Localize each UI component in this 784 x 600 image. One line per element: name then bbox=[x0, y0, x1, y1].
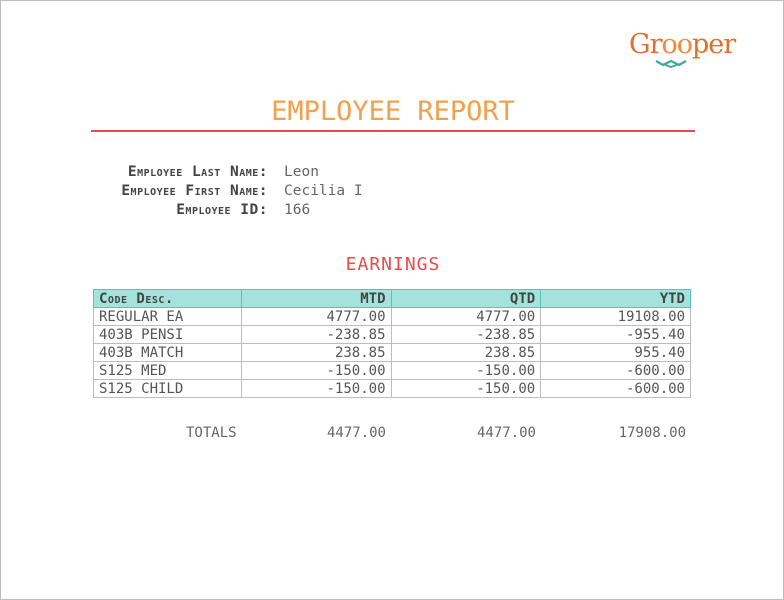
cell-ytd: 19108.00 bbox=[541, 308, 691, 326]
first-name-label: Employee First Name: bbox=[121, 183, 268, 199]
employee-id-value: 166 bbox=[284, 202, 311, 218]
cell-mtd: -238.85 bbox=[241, 326, 391, 344]
report-title: EMPLOYEE REPORT bbox=[271, 96, 515, 127]
cell-ytd: -600.00 bbox=[541, 380, 691, 398]
header-code-desc: Code Desc. bbox=[94, 290, 242, 308]
earnings-header-row bbox=[94, 290, 691, 308]
employee-last-name-row bbox=[91, 164, 421, 183]
header-mtd: MTD bbox=[241, 290, 391, 308]
first-name-value: Cecilia I bbox=[284, 183, 363, 199]
totals-ytd: 17908.00 bbox=[618, 425, 686, 441]
title-divider bbox=[91, 130, 695, 132]
table-row bbox=[94, 326, 691, 344]
employee-id-row bbox=[91, 202, 421, 221]
table-row bbox=[94, 362, 691, 380]
cell-ytd: 955.40 bbox=[541, 344, 691, 362]
cell-qtd: -150.00 bbox=[391, 362, 541, 380]
cell-mtd: 238.85 bbox=[241, 344, 391, 362]
cell-qtd: -238.85 bbox=[391, 326, 541, 344]
cell-qtd: -150.00 bbox=[391, 380, 541, 398]
totals-mtd: 4477.00 bbox=[326, 425, 386, 441]
cell-mtd: -150.00 bbox=[241, 362, 391, 380]
cell-desc: 403B MATCH bbox=[94, 344, 242, 362]
last-name-label: Employee Last Name: bbox=[127, 164, 268, 180]
cell-desc: 403B PENSI bbox=[94, 326, 242, 344]
earnings-title: EARNINGS bbox=[345, 254, 441, 275]
logo-wave-icon bbox=[654, 58, 688, 68]
cell-qtd: 4777.00 bbox=[391, 308, 541, 326]
cell-mtd: -150.00 bbox=[241, 380, 391, 398]
totals-label: TOTALS bbox=[186, 425, 237, 441]
earnings-table bbox=[93, 289, 691, 398]
header-qtd: QTD bbox=[391, 290, 541, 308]
cell-desc: REGULAR EA bbox=[94, 308, 242, 326]
grooper-logo bbox=[629, 29, 749, 69]
employee-id-label: Employee ID: bbox=[176, 202, 268, 218]
cell-mtd: 4777.00 bbox=[241, 308, 391, 326]
cell-ytd: -955.40 bbox=[541, 326, 691, 344]
last-name-value: Leon bbox=[284, 164, 319, 180]
table-row bbox=[94, 308, 691, 326]
employee-first-name-row bbox=[91, 183, 421, 202]
totals-qtd: 4477.00 bbox=[476, 425, 536, 441]
cell-ytd: -600.00 bbox=[541, 362, 691, 380]
logo-wordmark: Grooper bbox=[629, 29, 736, 60]
table-row bbox=[94, 380, 691, 398]
header-ytd: YTD bbox=[541, 290, 691, 308]
cell-desc: S125 MED bbox=[94, 362, 242, 380]
cell-qtd: 238.85 bbox=[391, 344, 541, 362]
cell-desc: S125 CHILD bbox=[94, 380, 242, 398]
table-row bbox=[94, 344, 691, 362]
totals-row bbox=[93, 425, 691, 443]
